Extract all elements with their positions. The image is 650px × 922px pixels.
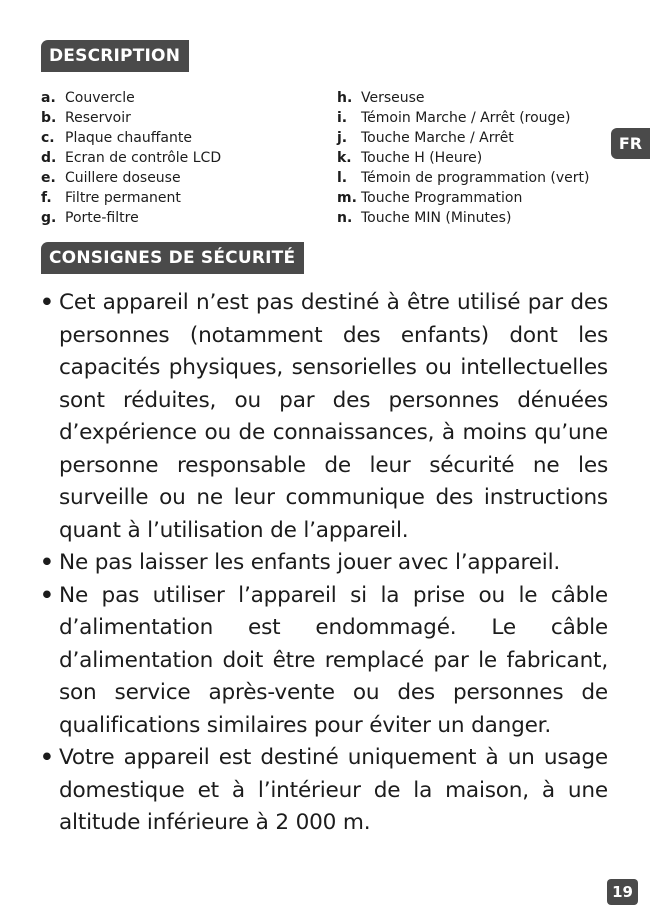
- bullet-icon: •: [40, 290, 54, 315]
- part-label: Porte-filtre: [65, 210, 139, 226]
- safety-item-text: Cet appareil n’est pas destiné à être utilisé par des personnes (notamment des enfants) dont les capacités physiques, sensorielles ou intellectuelles sont réduites, ou par des personnes dénuées d’expérience ou de connaissances, à moins qu’une personne responsable de leur sécurité ne les surveille ou ne leur communique des instructions quant à l’utilisation de l’appareil.: [59, 290, 608, 543]
- list-item: [337, 108, 589, 128]
- part-letter: c.: [41, 130, 55, 146]
- part-letter: l.: [337, 170, 348, 186]
- part-letter: b.: [41, 110, 57, 126]
- part-letter: g.: [41, 210, 57, 226]
- list-item: [41, 188, 221, 208]
- part-letter: h.: [337, 90, 353, 106]
- bullet-icon: •: [40, 582, 54, 608]
- list-item: [41, 128, 221, 148]
- safety-item: [40, 742, 608, 840]
- part-letter: m.: [337, 190, 357, 206]
- list-item: [41, 168, 221, 188]
- list-item: [41, 148, 221, 168]
- page-number: 19: [607, 879, 638, 905]
- part-label: Couvercle: [65, 90, 135, 106]
- part-label: Cuillere doseuse: [65, 170, 181, 186]
- part-label: Filtre permanent: [65, 190, 181, 206]
- safety-item: [40, 287, 608, 547]
- parts-list-right: [337, 88, 589, 228]
- list-item: [337, 208, 589, 228]
- part-letter: i.: [337, 110, 348, 126]
- part-label: Verseuse: [361, 90, 425, 106]
- safety-item-text: Ne pas laisser les enfants jouer avec l’appareil.: [59, 550, 561, 575]
- list-item: [337, 148, 589, 168]
- list-item: [337, 88, 589, 108]
- parts-list-left: [41, 88, 221, 228]
- part-label: Plaque chauffante: [65, 130, 192, 146]
- part-letter: k.: [337, 150, 352, 166]
- part-letter: n.: [337, 210, 353, 226]
- bullet-icon: •: [40, 745, 54, 770]
- part-letter: e.: [41, 170, 56, 186]
- list-item: [41, 108, 221, 128]
- safety-heading: CONSIGNES DE SÉCURITÉ: [41, 242, 304, 274]
- description-heading: DESCRIPTION: [41, 40, 189, 72]
- part-label: Ecran de contrôle LCD: [65, 150, 222, 166]
- list-item: [337, 168, 589, 188]
- safety-item: [40, 580, 608, 743]
- safety-item-text: Votre appareil est destiné uniquement à un usage domestique et à l’intérieur de la maison, à une altitude inférieure à 2 000 m.: [59, 745, 608, 835]
- safety-item: [40, 547, 608, 580]
- part-label: Touche MIN (Minutes): [361, 210, 512, 226]
- part-label: Témoin de programmation (vert): [361, 170, 590, 186]
- list-item: [41, 88, 221, 108]
- part-label: Touche H (Heure): [361, 150, 483, 166]
- part-label: Touche Marche / Arrêt: [361, 130, 514, 146]
- part-letter: d.: [41, 150, 57, 166]
- safety-item-text: Ne pas utiliser l’appareil si la prise ou le câble d’alimentation est endommagé. Le câble d’alimentation doit être remplacé par le fabricant, son service après-vente ou des personnes de qualifications similaires pour éviter un danger.: [59, 582, 608, 738]
- safety-instructions-list: [40, 287, 608, 840]
- part-letter: j.: [337, 130, 348, 146]
- bullet-icon: •: [40, 550, 54, 575]
- part-letter: a.: [41, 90, 56, 106]
- list-item: [337, 128, 589, 148]
- part-label: Touche Programmation: [361, 190, 523, 206]
- part-label: Reservoir: [65, 110, 131, 126]
- list-item: [41, 208, 221, 228]
- part-label: Témoin Marche / Arrêt (rouge): [361, 110, 571, 126]
- part-letter: f.: [41, 190, 52, 206]
- language-tab: FR: [611, 128, 650, 159]
- list-item: [337, 188, 589, 208]
